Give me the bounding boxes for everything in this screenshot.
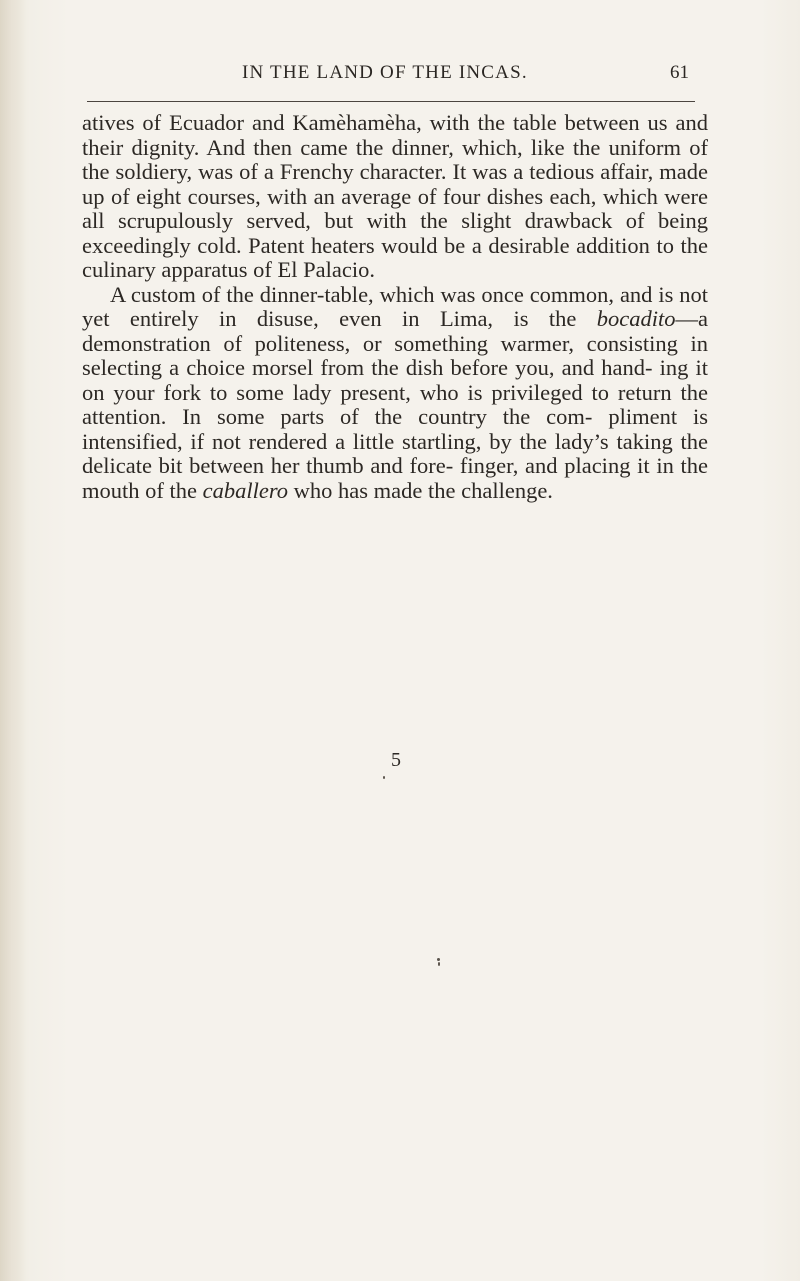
text-line: demonstration of politeness, or something warmer, consisting in: [82, 330, 708, 356]
binding-shadow: [0, 0, 26, 1281]
text-line: is not yet entirely in disuse, even in Lima, is the: [82, 281, 708, 331]
signature-mark: 5: [391, 749, 401, 771]
paragraph-1: [82, 111, 708, 283]
text-line: ing it on your fork to some lady present, who is privileged: [82, 355, 709, 405]
text-line: the slight drawback of being exceedingly cold. Patent heaters: [82, 208, 708, 258]
text-line: pliment is intensified, if not rendered a little startling, by the: [82, 404, 709, 454]
text-line: who has: [293, 477, 369, 503]
text-line: and their dignity. And then came the dinner, which, like the: [82, 110, 708, 160]
text-line: —a: [675, 306, 708, 331]
running-head: [0, 62, 800, 92]
text-line: uniform of the soldiery, was of a Frenchy character. It was: [82, 134, 709, 184]
text-line: a tedious affair, made up of eight courses, with an average of: [82, 159, 708, 209]
text-line: made the challenge.: [373, 477, 553, 503]
paragraph-2: [82, 283, 708, 504]
ink-speck: [383, 776, 385, 779]
body-text: [82, 111, 708, 503]
page-number: 61: [670, 62, 689, 83]
ink-speck: [437, 958, 440, 961]
text-line: four dishes each, which were all scrupulously served, but with: [82, 183, 708, 233]
text-line: atives of Ecuador and Kamèhamèha, with the table between us: [82, 110, 668, 135]
text-line: A custom of the dinner-table, which was once common, and: [110, 281, 653, 307]
text-line: to return the attention. In some parts of the country the com-: [82, 379, 709, 429]
text-line: finger, and placing it in the mouth of the: [82, 453, 708, 503]
running-title: IN THE LAND OF THE INCAS.: [242, 62, 528, 83]
ink-speck: [438, 962, 440, 966]
header-rule: [87, 101, 695, 102]
text-line: selecting a choice morsel from the dish before you, and hand-: [82, 355, 653, 380]
text-line: would be a desirable addition to the culinary apparatus of El: [82, 232, 709, 282]
text-line: Palacio.: [303, 257, 376, 282]
text-line: lady’s taking the delicate bit between her thumb and fore-: [82, 428, 709, 478]
italic-term: caballero: [202, 477, 289, 503]
italic-term: bocadito: [596, 306, 676, 331]
